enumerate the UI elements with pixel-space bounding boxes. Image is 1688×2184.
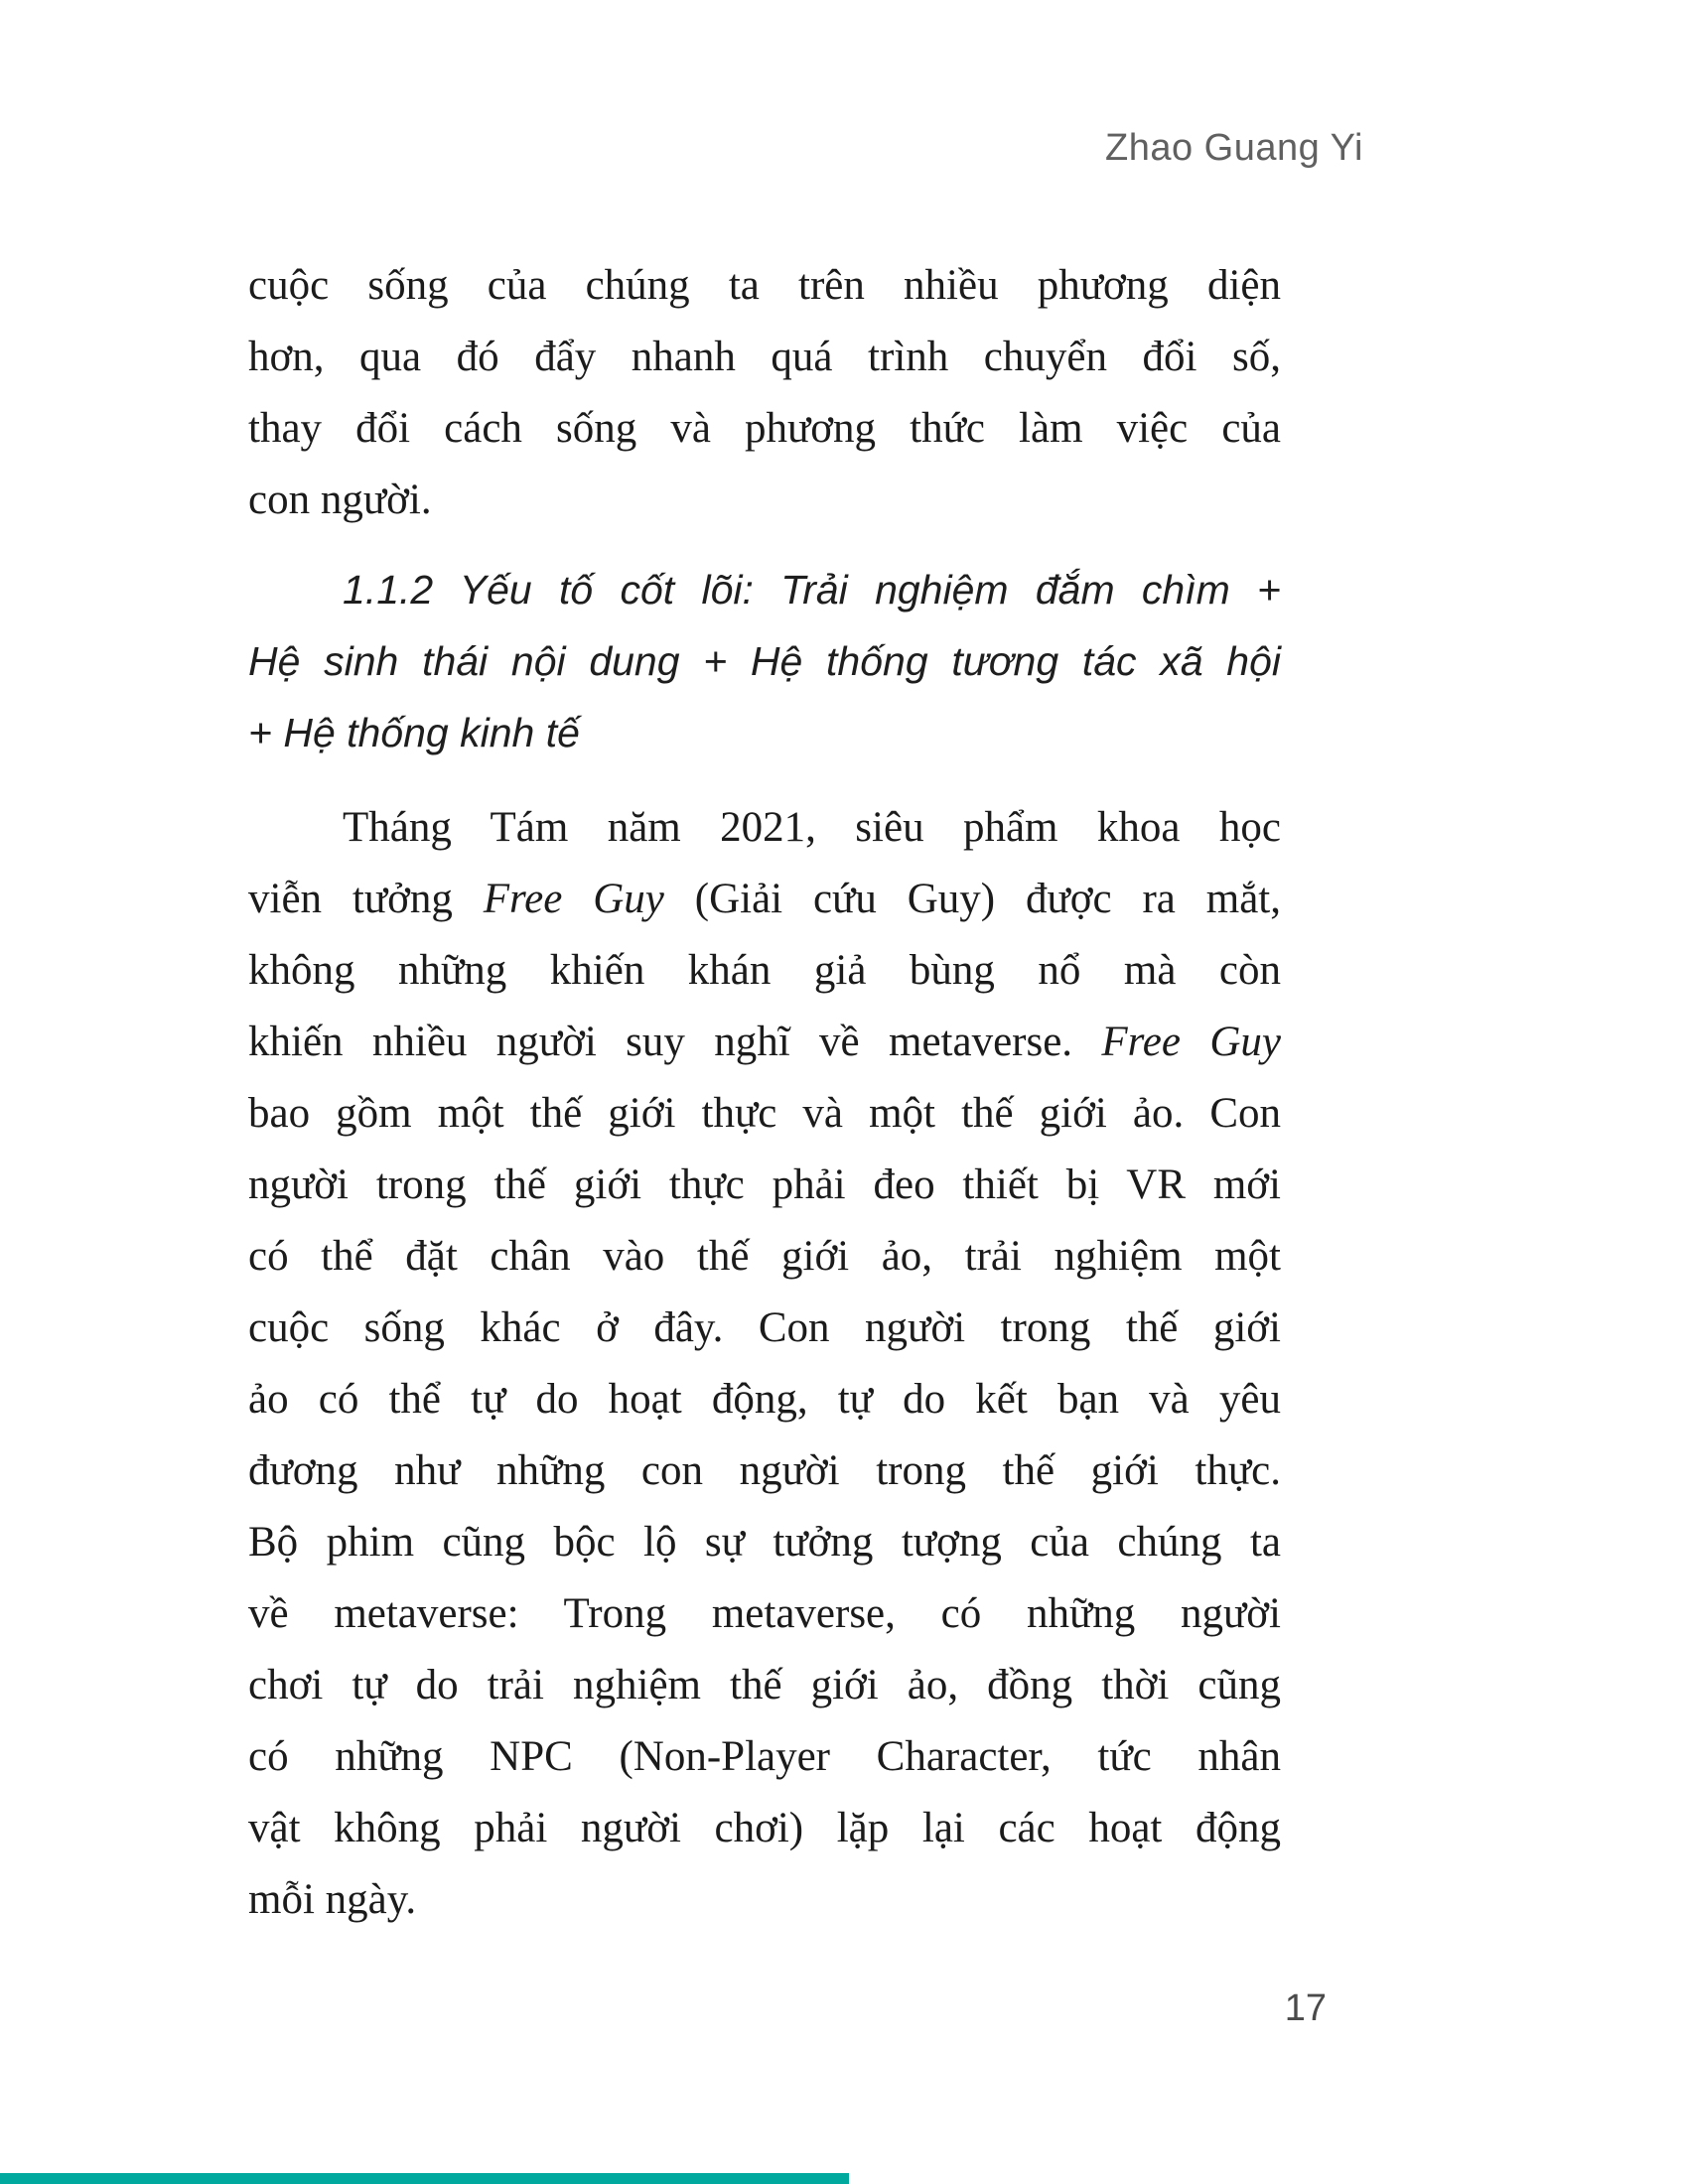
text-line: cuộc sống khác ở đây. Con người trong thế giới [248, 1304, 1281, 1351]
page-text-content [248, 250, 1281, 1936]
text-line: người trong thế giới thực phải đeo thiết bị VR mới [248, 1161, 1281, 1208]
text-line: viễn tưởng Free Guy (Giải cứu Guy) được ra mắt, [248, 876, 1281, 922]
text-line: vật không phải người chơi) lặp lại các hoạt động [248, 1805, 1281, 1851]
text-line: 1.1.2 Yếu tố cốt lõi: Trải nghiệm đắm chìm + [343, 567, 1281, 613]
text-line: mỗi ngày. [248, 1876, 417, 1923]
section-heading-1-1-2 [248, 554, 1281, 768]
page-number: 17 [1284, 1987, 1327, 2029]
text-line: hơn, qua đó đẩy nhanh quá trình chuyển đổi số, [248, 334, 1281, 380]
text-line: Bộ phim cũng bộc lộ sự tưởng tượng của chúng ta [248, 1519, 1281, 1566]
text-line: về metaverse: Trong metaverse, có những người [248, 1590, 1281, 1637]
text-line: thay đổi cách sống và phương thức làm việc của [248, 405, 1281, 452]
text-line: khiến nhiều người suy nghĩ về metaverse. Free Guy [248, 1019, 1281, 1065]
running-header-author: Zhao Guang Yi [1104, 127, 1363, 169]
text-line: bao gồm một thế giới thực và một thế giới ảo. Con [248, 1090, 1281, 1137]
text-line: đương như những con người trong thế giới thực. [248, 1447, 1281, 1494]
reading-progress-bar [0, 2173, 849, 2184]
text-line: có những NPC (Non-Player Character, tức nhân [248, 1733, 1281, 1780]
text-line: ảo có thể tự do hoạt động, tự do kết bạn và yêu [248, 1376, 1281, 1423]
paragraph-free-guy [248, 792, 1281, 1936]
text-line: chơi tự do trải nghiệm thế giới ảo, đồng thời cũng [248, 1662, 1281, 1708]
text-line: không những khiến khán giả bùng nổ mà còn [248, 947, 1281, 994]
text-line: Hệ sinh thái nội dung + Hệ thống tương tác xã hội [248, 638, 1281, 684]
text-line: cuộc sống của chúng ta trên nhiều phương diện [248, 262, 1281, 309]
paragraph-intro-continuation [248, 250, 1281, 536]
text-line: + Hệ thống kinh tế [248, 710, 580, 755]
text-line: có thể đặt chân vào thế giới ảo, trải nghiệm một [248, 1233, 1281, 1280]
text-line: con người. [248, 477, 432, 523]
text-line: Tháng Tám năm 2021, siêu phẩm khoa học [343, 804, 1281, 851]
